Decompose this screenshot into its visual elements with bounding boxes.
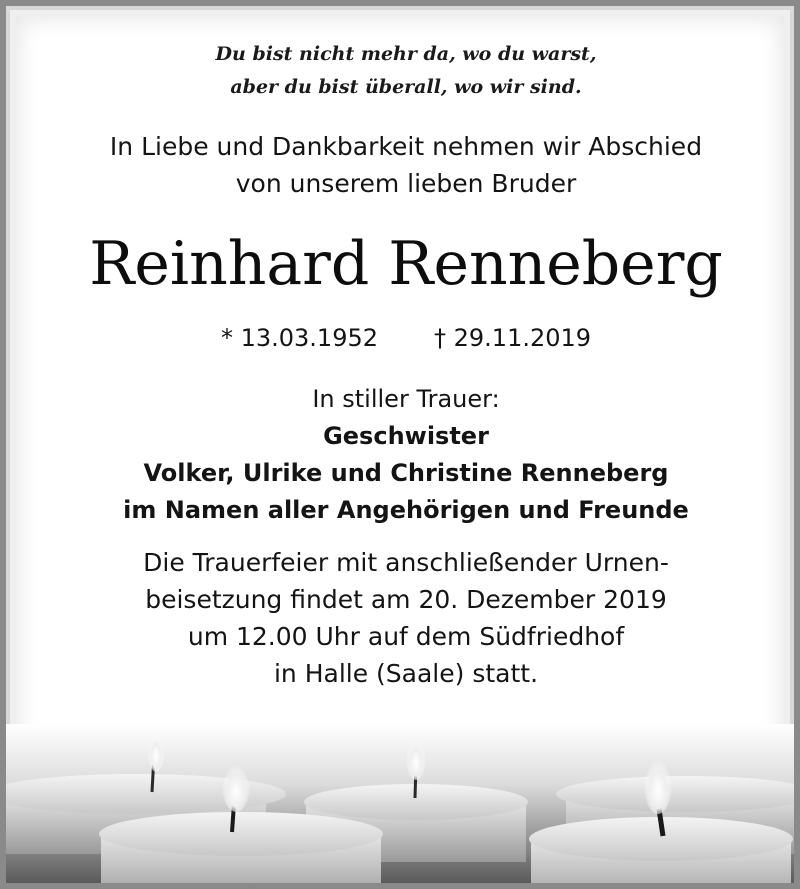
motto-line-2: aber du bist überall, wo wir sind. [230,76,582,98]
funeral-line-2: beisetzung findet am 20. Dezember 2019 [145,585,667,614]
motto-quote [6,38,800,104]
motto-line-1: Du bist nicht mehr da, wo du warst, [215,43,597,65]
funeral-line-1: Die Trauerfeier mit anschließender Urnen- [143,548,669,577]
funeral-line-4: in Halle (Saale) statt. [273,659,539,688]
life-dates [6,318,800,358]
mourners-group: Geschwister [323,422,489,450]
candles-photo [6,724,800,889]
mourners-others: im Namen aller Angehörigen und Freunde [123,496,689,524]
funeral-line-3: um 12.00 Uhr auf dem Südfriedhof [187,622,625,651]
death-date: † 29.11.2019 [434,324,592,352]
birth-date: * 13.03.1952 [220,324,378,352]
deceased-name: Reinhard Renneberg [89,229,723,299]
mourners-names: Volker, Ulrike und Christine Renneberg [143,459,669,487]
intro-line-2: von unserem lieben Bruder [235,169,577,198]
mourners [6,381,800,529]
mourners-heading: In stiller Trauer: [312,385,500,413]
intro-text [6,128,800,202]
intro-line-1: In Liebe und Dankbarkeit nehmen wir Abschied [109,132,703,161]
funeral-info [6,544,800,692]
